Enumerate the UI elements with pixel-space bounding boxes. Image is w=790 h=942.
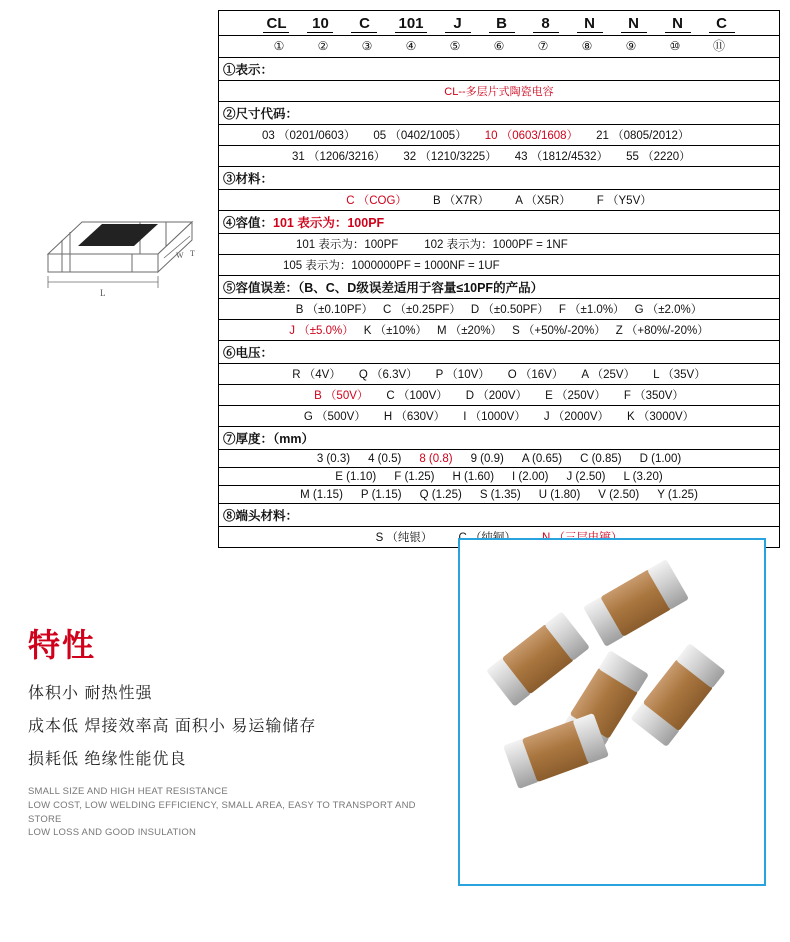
code-letter: 10 [307, 15, 333, 33]
value-list [223, 236, 775, 252]
section-title-5 [219, 276, 779, 299]
section-4-row-2 [219, 255, 779, 276]
value-item: F （Y5V） [596, 195, 652, 207]
value-item: I （1000V） [463, 411, 526, 423]
section-label: ④容值：101 表示为：100PF [223, 216, 385, 230]
value-item: A （25V） [581, 369, 636, 381]
value-item: C (0.85) [580, 452, 622, 465]
section-label: ②尺寸代码： [223, 107, 299, 121]
code-index: ⑤ [449, 38, 461, 53]
part-number-code-table [218, 10, 780, 548]
feature-line: 体积小 耐热性强 [28, 685, 153, 702]
value-item: H （630V） [383, 411, 446, 423]
section-title-1 [219, 58, 779, 81]
section-4-row-1 [219, 234, 779, 255]
value-item: L （35V） [653, 369, 706, 381]
value-item: Q （6.3V） [358, 369, 418, 381]
value-item: F （350V） [623, 390, 684, 402]
code-letter: J [445, 15, 471, 33]
value-item: A （X5R） [515, 195, 571, 207]
code-letter: 101 [395, 15, 426, 33]
value-item: J (2.50) [566, 470, 606, 483]
value-item: 31 （1206/3216） [292, 151, 386, 163]
value-list [223, 453, 775, 465]
section-label-highlight: 101 表示为：100PF [273, 216, 385, 230]
value-item: E (1.10) [335, 470, 377, 483]
value-item: K （3000V） [627, 411, 695, 423]
feature-line: 成本低 焊接效率高 面积小 易运输储存 [28, 718, 317, 735]
value-item: 21 （0805/2012） [596, 130, 690, 142]
value-item: A (0.65) [521, 452, 563, 465]
value-item: 105 表示为：1000000PF = 1000NF = 1UF [283, 260, 500, 272]
code-letter: CL [263, 15, 289, 33]
section-label: ⑤容值误差：（B、C、D级误差适用于容量≤10PF的产品） [223, 281, 544, 295]
value-list [223, 192, 775, 208]
value-item: P （10V） [435, 369, 490, 381]
value-item: H (1.60) [452, 470, 495, 483]
section-title-6 [219, 341, 779, 364]
value-item: S （+50%/-20%） [512, 325, 606, 337]
section-label: ⑧端头材料： [223, 509, 299, 523]
section-label: ⑦厚度：（mm） [223, 432, 314, 446]
value-item: F (1.25) [394, 470, 435, 483]
value-item: 10 （0603/1608） [484, 130, 579, 142]
section-7-row-2 [219, 468, 779, 486]
code-letter: C [709, 15, 735, 33]
code-letter: N [577, 15, 603, 33]
value-item: L (3.20) [623, 470, 663, 483]
section-2-row-2 [219, 146, 779, 167]
code-index: ② [317, 38, 329, 53]
value-item: D (1.00) [639, 452, 682, 465]
value-item: V (2.50) [598, 488, 640, 501]
feature-english-line: LOW LOSS AND GOOD INSULATION [28, 827, 197, 839]
value-item: E （250V） [545, 390, 606, 402]
section-title-2 [219, 102, 779, 125]
section-7-row-3 [219, 486, 779, 504]
value-item: M (1.15) [300, 488, 343, 501]
chip-drawing-svg [40, 196, 200, 311]
value-item: 9 (0.9) [470, 452, 504, 465]
section-title-4 [219, 211, 779, 234]
value-item: 101 表示为：100PF [296, 239, 399, 251]
value-item: C （±0.25PF） [383, 304, 461, 316]
value-list [223, 408, 775, 424]
value-item: U (1.80) [538, 488, 581, 501]
value-item: Z （+80%/-20%） [615, 325, 709, 337]
product-photo-panel [458, 538, 766, 886]
feature-english-line: SMALL SIZE AND HIGH HEAT RESISTANCE [28, 786, 228, 797]
value-item: P (1.15) [360, 488, 402, 501]
value-list [223, 301, 775, 317]
section-label: ①表示： [223, 63, 274, 77]
code-index: ③ [361, 38, 373, 53]
section-2-row-1 [219, 125, 779, 146]
value-item: G （±2.0%） [634, 304, 703, 316]
section-5-row-2 [219, 320, 779, 341]
value-item: C （COG） [346, 195, 407, 207]
section-6-row-1 [219, 364, 779, 385]
value-list [223, 471, 775, 483]
code-letter: B [489, 15, 515, 33]
section-label: ⑥电压： [223, 346, 274, 360]
code-index: ⑨ [625, 38, 637, 53]
value-item: 05 （0402/1005） [373, 130, 467, 142]
feature-english-line: LOW COST, LOW WELDING EFFICIENCY, SMALL AREA, EASY TO TRANSPORT AND STORE [28, 799, 416, 825]
value-item: 8 (0.8) [419, 452, 453, 465]
value-list [223, 148, 775, 164]
dimension-label-l: L [100, 288, 106, 298]
features-title: 特性 [28, 627, 97, 663]
dimension-label-w: W [176, 251, 184, 260]
value-list [223, 257, 775, 273]
section-title-3 [219, 167, 779, 190]
value-list [223, 366, 775, 382]
value-item: B （50V） [314, 390, 369, 402]
code-index: ⑪ [712, 39, 725, 53]
code-index: ⑥ [493, 38, 505, 53]
features-english-block [28, 785, 428, 840]
code-index: ⑩ [669, 38, 681, 53]
section-3-row-1 [219, 190, 779, 211]
value-item: D （±0.50PF） [470, 304, 549, 316]
section-label: ③材料： [223, 172, 274, 186]
value-item: G （500V） [303, 411, 366, 423]
dimension-label-t: T [190, 249, 195, 258]
value-item: 43 （1812/4532） [514, 151, 609, 163]
value-item: Y (1.25) [657, 488, 698, 501]
value-item: M （±20%） [436, 325, 503, 337]
value-item: J （±5.0%） [289, 325, 354, 337]
value-item: C （100V） [386, 390, 448, 402]
code-header-letters [219, 11, 779, 36]
code-letter: N [665, 15, 691, 33]
value-item: 4 (0.5) [368, 452, 402, 465]
value-item: S (1.35) [479, 488, 521, 501]
code-header-numbers [219, 36, 779, 58]
value-item: CL--多层片式陶瓷电容 [444, 86, 554, 98]
code-letter: C [351, 15, 377, 33]
value-item: 55 （2220） [626, 151, 691, 163]
code-letter: 8 [533, 15, 559, 33]
value-item: K （±10%） [363, 325, 427, 337]
code-index: ④ [405, 38, 417, 53]
section-6-row-2 [219, 385, 779, 406]
features-block [28, 620, 428, 840]
capacitor-photo-item [503, 713, 609, 789]
value-item: B （X7R） [432, 195, 490, 207]
value-item: 32 （1210/3225） [403, 151, 497, 163]
value-item: S （纯银） [375, 532, 433, 544]
section-5-row-1 [219, 299, 779, 320]
value-item: 03 （0201/0603） [262, 130, 356, 142]
section-7-row-1 [219, 450, 779, 468]
value-list [223, 489, 775, 501]
value-item: B （±0.10PF） [295, 304, 374, 316]
code-index: ⑧ [581, 38, 593, 53]
capacitor-photo-item [486, 611, 590, 706]
value-item: R （4V） [292, 369, 341, 381]
section-1-row-1 [219, 81, 779, 102]
capacitor-photo-item [630, 643, 725, 747]
value-item: D （200V） [465, 390, 528, 402]
code-index: ⑦ [537, 38, 549, 53]
value-list [223, 387, 775, 403]
value-list [223, 127, 775, 143]
value-item: 102 表示为：1000PF = 1NF [424, 239, 568, 251]
value-item: O （16V） [507, 369, 564, 381]
section-6-row-3 [219, 406, 779, 427]
value-list [223, 322, 775, 338]
capacitor-photo-item [583, 559, 689, 647]
value-item: F （±1.0%） [558, 304, 625, 316]
feature-line: 损耗低 绝缘性能优良 [28, 751, 187, 768]
code-letter: N [621, 15, 647, 33]
section-title-7 [219, 427, 779, 450]
code-index: ① [273, 38, 285, 53]
value-item: 3 (0.3) [316, 452, 351, 465]
section-title-8 [219, 504, 779, 527]
value-item: Q (1.25) [419, 488, 462, 501]
chip-dimension-drawing [40, 196, 200, 311]
value-item: J （2000V） [543, 411, 610, 423]
value-item: I (2.00) [512, 470, 549, 483]
